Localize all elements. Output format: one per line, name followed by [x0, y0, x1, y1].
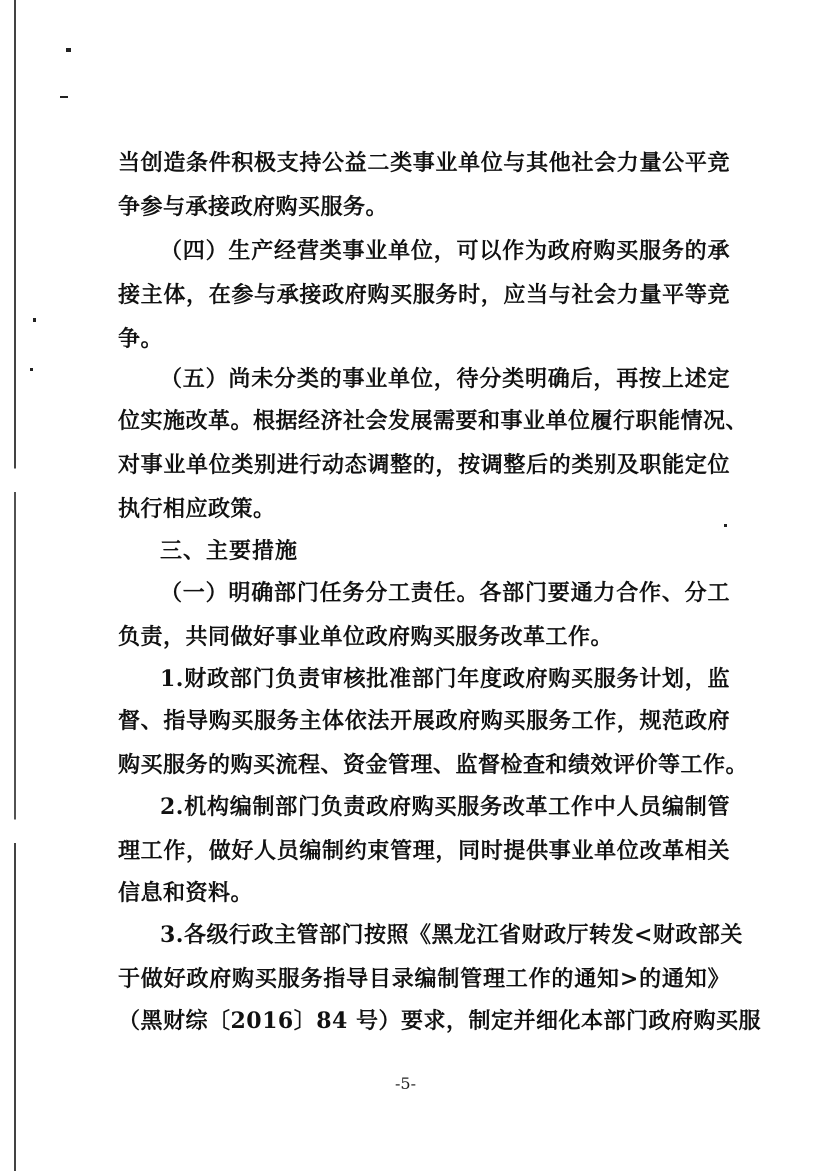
body-line: 理工作，做好人员编制约束管理，同时提供事业单位改革相关	[118, 838, 730, 864]
body-line: （五）尚未分类的事业单位，待分类明确后，再按上述定	[160, 366, 730, 392]
body-line: 执行相应政策。	[118, 496, 276, 522]
body-line: 购买服务的购买流程、资金管理、监督检查和绩效评价等工作。	[118, 752, 749, 778]
scan-speck	[66, 48, 71, 52]
body-line: 当创造条件积极支持公益二类事业单位与其他社会力量公平竞	[118, 150, 730, 176]
body-line: （一）明确部门任务分工责任。各部门要通力合作、分工	[160, 580, 730, 606]
scan-edge-mark	[14, 0, 16, 1171]
scan-speck	[33, 318, 36, 322]
body-line: 3.各级行政主管部门按照《黑龙江省财政厅转发<财政部关	[160, 922, 743, 948]
scan-speck	[724, 524, 727, 527]
body-line: 对事业单位类别进行动态调整的，按调整后的类别及职能定位	[118, 452, 730, 478]
body-line: 于做好政府购买服务指导目录编制管理工作的通知>的通知》	[118, 966, 730, 992]
section-heading: 三、主要措施	[160, 538, 299, 564]
body-line: 争参与承接政府购买服务。	[118, 194, 389, 220]
body-line: 接主体，在参与承接政府购买服务时，应当与社会力量平等竞	[118, 282, 730, 308]
scan-speck	[30, 368, 33, 371]
body-line: 1.财政部门负责审核批准部门年度政府购买服务计划，监	[160, 666, 730, 692]
body-line: 负责，共同做好事业单位政府购买服务改革工作。	[118, 624, 614, 650]
body-line: 2.机构编制部门负责政府购买服务改革工作中人员编制管	[160, 794, 730, 820]
body-line: （四）生产经营类事业单位，可以作为政府购买服务的承	[160, 238, 730, 264]
body-line: 位实施改革。根据经济社会发展需要和事业单位履行职能情况、	[118, 408, 749, 434]
scan-speck	[60, 96, 68, 98]
page-number: -5-	[395, 1074, 416, 1093]
body-line: 争。	[118, 326, 164, 352]
body-line: （黑财综〔2016〕84 号）要求，制定并细化本部门政府购买服	[118, 1008, 762, 1034]
body-line: 信息和资料。	[118, 880, 254, 906]
body-line: 督、指导购买服务主体依法开展政府购买服务工作，规范政府	[118, 708, 730, 734]
